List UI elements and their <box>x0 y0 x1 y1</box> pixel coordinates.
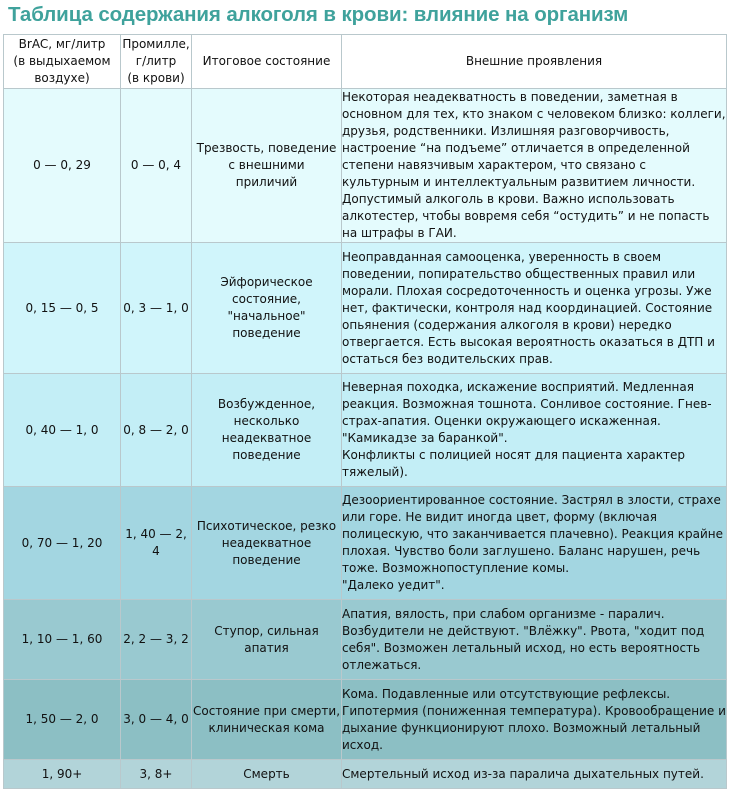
cell-promille: 3, 0 — 4, 0 <box>121 680 192 760</box>
header-symptoms: Внешние проявления <box>342 35 727 89</box>
cell-brac: 1, 10 — 1, 60 <box>4 600 121 680</box>
cell-brac: 1, 50 — 2, 0 <box>4 680 121 760</box>
cell-state: Эйфорическое состояние, "начальное" поведение <box>192 243 342 374</box>
cell-state: Ступор, сильная апатия <box>192 600 342 680</box>
cell-symptoms: Некоторая неадекватность в поведении, заметная в основном для тех, кто знаком с человеком близко: коллеги, друзья, родственники. Излишняя разговорчивость, настроение “на подъеме” отличается в определенной степени навязчивым характером, что связано с культурным и интеллектуальным развитием личности. Допустимый алкоголь в крови. Важно использовать алкотестер, чтобы вовремя себя “остудить” и не попасть на штрафы в ГАИ. <box>342 89 727 243</box>
table-row <box>4 487 727 600</box>
cell-symptoms: Смертельный исход из-за паралича дыхательных путей. <box>342 760 727 789</box>
table-row <box>4 680 727 760</box>
cell-promille: 0, 8 — 2, 0 <box>121 374 192 487</box>
bac-table <box>3 34 727 789</box>
table-row <box>4 89 727 243</box>
cell-promille: 0, 3 — 1, 0 <box>121 243 192 374</box>
cell-symptoms: Апатия, вялость, при слабом организме - паралич. Возбудители не действуют. "Влёжку". Рвота, "ходит под себя". Возможен летальный исход, но есть вероятность отлежаться. <box>342 600 727 680</box>
cell-brac: 0, 70 — 1, 20 <box>4 487 121 600</box>
table-row <box>4 760 727 789</box>
header-row <box>4 35 727 89</box>
cell-symptoms: Кома. Подавленные или отсутствующие рефлексы. Гипотермия (пониженная температура). Кровообращение и дыхание функционируют плохо. Возможный летальный исход. <box>342 680 727 760</box>
cell-promille: 3, 8+ <box>121 760 192 789</box>
cell-brac: 1, 90+ <box>4 760 121 789</box>
cell-state: Возбужденное, несколько неадекватное поведение <box>192 374 342 487</box>
cell-promille: 2, 2 — 3, 2 <box>121 600 192 680</box>
cell-state: Состояние при смерти, клиническая кома <box>192 680 342 760</box>
cell-promille: 1, 40 — 2, 4 <box>121 487 192 600</box>
table-row <box>4 243 727 374</box>
header-state: Итоговое состояние <box>192 35 342 89</box>
cell-promille: 0 — 0, 4 <box>121 89 192 243</box>
cell-brac: 0 — 0, 29 <box>4 89 121 243</box>
table-row <box>4 600 727 680</box>
cell-symptoms: Неоправданная самооценка, уверенность в своем поведении, попирательство общественных правил или морали. Плохая сосредоточенность и оценка угрозы. Уже нет, фактически, контроля над координацией. Состояние опьянения (содержания алкоголя в крови) нередко отвергается. Есть высокая вероятность оказаться в ДТП и остаться без водительских прав. <box>342 243 727 374</box>
cell-state: Трезвость, поведение с внешними приличий <box>192 89 342 243</box>
header-promille: Промилле, г/литр (в крови) <box>121 35 192 89</box>
cell-state: Смерть <box>192 760 342 789</box>
cell-symptoms: Неверная походка, искажение восприятий. Медленная реакция. Возможная тошнота. Сонливое состояние. Гнев-страх-апатия. Оценки окружающего искаженная. "Камикадзе за баранкой". Конфликты с полицией носят для пациента характер тяжелый). <box>342 374 727 487</box>
cell-brac: 0, 15 — 0, 5 <box>4 243 121 374</box>
header-brac: BrAC, мг/литр (в выдыхаемом воздухе) <box>4 35 121 89</box>
table-row <box>4 374 727 487</box>
cell-symptoms: Дезоориентированное состояние. Застрял в злости, страхе или горе. Не видит иногда цвет, форму (включая полицескую, что заканчивается плачевно). Реакция крайне плохая. Чувство боли заглушено. Баланс нарушен, речь тоже. Возможнопоступление комы. "Далеко уедит". <box>342 487 727 600</box>
cell-brac: 0, 40 — 1, 0 <box>4 374 121 487</box>
page-title: Таблица содержания алкоголя в крови: влияние на организм <box>8 3 629 26</box>
cell-state: Психотическое, резко неадекватное поведение <box>192 487 342 600</box>
